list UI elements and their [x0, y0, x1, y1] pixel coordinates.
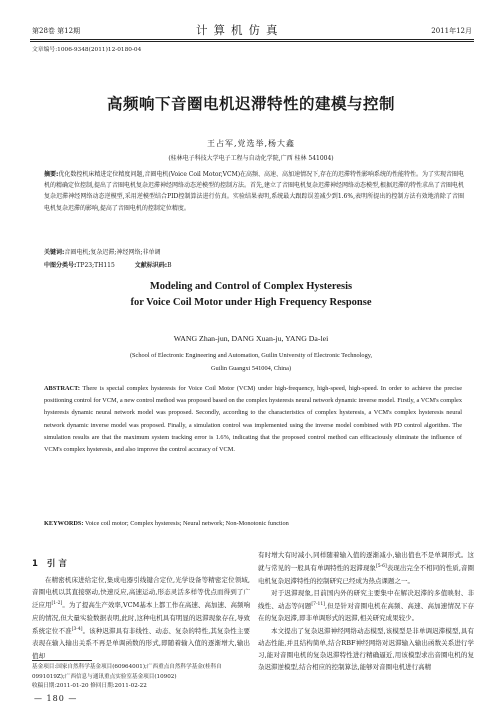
journal-volume: 第28卷 第12期 — [32, 27, 81, 35]
paragraph — [258, 587, 474, 625]
paragraph-text: ,但是针对音圈电机在高频、高速、高加速情况下存在的复杂迟滞,即非单调形式的迟滞,相关研究成果较少。 — [258, 602, 474, 623]
citation: [3-4] — [71, 626, 83, 632]
running-header — [0, 20, 502, 40]
abstract-cn — [44, 169, 464, 214]
abstract-en — [44, 383, 462, 456]
article-number: 文章编号:1006-9348(2011)12-0180-04 — [32, 47, 142, 53]
keywords-cn — [44, 247, 160, 256]
paragraph-text: 表现出完全不相同的性质,音圈电机复杂迟滞特性的控制研究已经成为热点课题之一。 — [258, 564, 474, 585]
title-en-line1: Modeling and Control of Complex Hysteresis — [149, 281, 353, 292]
citation: [5-6] — [375, 564, 387, 570]
footnote-rule — [32, 660, 92, 661]
keywords-en-label: KEYWORDS: — [44, 520, 84, 527]
abstract-cn-text: 优化数控机床精进定位精度问题,音圈电机(Voice Coil Motor,VCM)在高频、高速、高加速情况下,存在的迟滞特性影响系统的性能特性。为了实现音圈电机的精确定位控制,提出了音圈电机复杂迟滞神经网络动态逆模型的控制方法。首先,建立了音圈电机复杂迟滞神经网络动态模型,根据迟滞的特性求出了音圈电机复杂迟滞神经网络动态逆模型,采用逆模型结合PID控制算法进行仿真。实验结果表明,系统最大跟踪误差减少到1.6%,表明所提出的控制方法有效地消除了音圈电机复杂迟滞的影响,提高了音圈电机的控制定位精度。 — [44, 171, 464, 212]
affiliation-en-line1: (School of Electronic Engineering and Automation, Guilin University of Electronic Technology, — [129, 352, 373, 359]
paragraph-text: 本文提出了复杂迟滞神经网络动态模型,该模型是非单调迟滞模型,具有动态性能,并且结构简单,结合RBF神经网络对迟滞输入输出函数关系进行学习,能对音圈电机的复杂迟滞特性进行精确逼近,用该模型求出音圈电机的复杂迟滞逆模型,结合相应的控制算法,能够对音圈电机进行高精 — [258, 626, 474, 672]
paragraph-text: 对于迟滞现象,目前国内外的研究主要集中在解决迟滞的多值映射、非线性、动态等问题 — [258, 588, 474, 611]
doc-code-value: B — [167, 262, 172, 269]
header-rule-thin — [30, 41, 474, 42]
body-column-left — [32, 574, 250, 662]
body-column-right — [258, 549, 474, 673]
footnote — [32, 663, 252, 692]
affiliation-en-line2: Guilin Guangxi 541004, China) — [210, 365, 292, 372]
title-en-line2: for Voice Coil Motor under High Frequency Response — [130, 297, 372, 308]
abstract-en-text: There is special complex hysteresis for Voice Coil Motor (VCM) under high-frequency, high-speed, high-speed. In order to achieve the precise positioning control for VCM, a new control method was proposed based on the complex hysteresis neural network dynamic inverse model. Firstly, a VCM's complex hysteresis dynamic neural network model was proposed. Secondly, according to the characteristics of complex hysteresis, a VCM's complex hysteresis neural network dynamic inverse model was proposed. Finally, a simulation control was implemented using the inverse model combined with PD control algorithm. The simulation results are that the maximum system tracking error is 1.6%, indicating that the proposed control method can efficaciously eliminate the influence of VCM's complex hysteresis, and also improve the control accuracy of VCM. — [44, 385, 462, 454]
journal-date: 2011年12月 — [431, 27, 472, 35]
classification-cn — [44, 260, 172, 269]
title-en — [0, 279, 502, 311]
header-rule-thick — [30, 39, 474, 40]
paragraph-text: 在精密机床进给定位,集成电器引线键合定位,光学设备等精密定位领域,音圈电机以其直接驱动,快速反应,高速运动,形态灵活多样等优点而得到了广泛应用 — [32, 576, 250, 610]
paragraph — [258, 549, 474, 587]
keywords-en — [44, 520, 289, 527]
affiliation-cn: (桂林电子科技大学电子工程与自动化学院,广西 桂林 541004) — [168, 155, 334, 162]
journal-name: 计算机仿真 — [196, 23, 284, 37]
abstract-en-label: ABSTRACT: — [44, 385, 80, 392]
keywords-cn-text: 音圈电机;复杂迟滞;神经网络;非单调 — [64, 249, 161, 256]
title-cn: 高频响下音圈电机迟滞特性的建模与控制 — [106, 95, 395, 113]
received-date: 收稿日期:2011-01-20 修回日期:2011-02-22 — [32, 683, 147, 689]
classification-value: TP23;TH115 — [76, 262, 115, 269]
page-number: — 180 — — [34, 694, 78, 703]
authors-cn: 王占军,党选举,杨大鑫 — [206, 139, 296, 148]
paragraph — [32, 574, 250, 662]
section-heading-intro: 1 引言 — [32, 559, 70, 569]
doc-code-label: 文献标识码: — [134, 262, 168, 269]
authors-en: WANG Zhan-jun, DANG Xuan-ju, YANG Da-lei — [173, 334, 329, 343]
paragraph-text: 有时增大有时减小,同样随着输入值的逐渐减小,输出值也不是单调形式。这就与常见的一般具有单调特性的迟滞现象 — [258, 551, 474, 573]
funding-note: 基金项目:国家自然科学基金项目(60964001);广西重点自然科学基金(桂科自0991019Z);广西信息与通讯重点实验室基金项目(10902) — [32, 664, 222, 680]
affiliation-en — [0, 349, 502, 375]
keywords-en-text: Voice coil motor; Complex hysteresis; Neural network; Non-Monotonic function — [85, 520, 289, 527]
paragraph — [258, 625, 474, 674]
abstract-cn-label: 摘要: — [44, 171, 59, 178]
keywords-cn-label: 关键词: — [44, 249, 65, 256]
citation: [1-2] — [51, 601, 63, 607]
citation: [7-11] — [311, 601, 326, 607]
classification-label: 中图分类号: — [44, 262, 77, 269]
paragraph-text: 。为了提高生产效率,VCM基本上都工作在高速、高加速、高频响应的情况,但大量实验数据表明,此时,这种电机具有明显的迟滞现象存在,导致系统定位不准 — [32, 601, 251, 636]
paragraph-text: 。该种迟滞具有非线性、动态、复杂的特性,其复杂性主要表现在输入输出关系不再是单调函数的形式,即随着输入值的逐渐增大,输出值却 — [32, 627, 250, 660]
